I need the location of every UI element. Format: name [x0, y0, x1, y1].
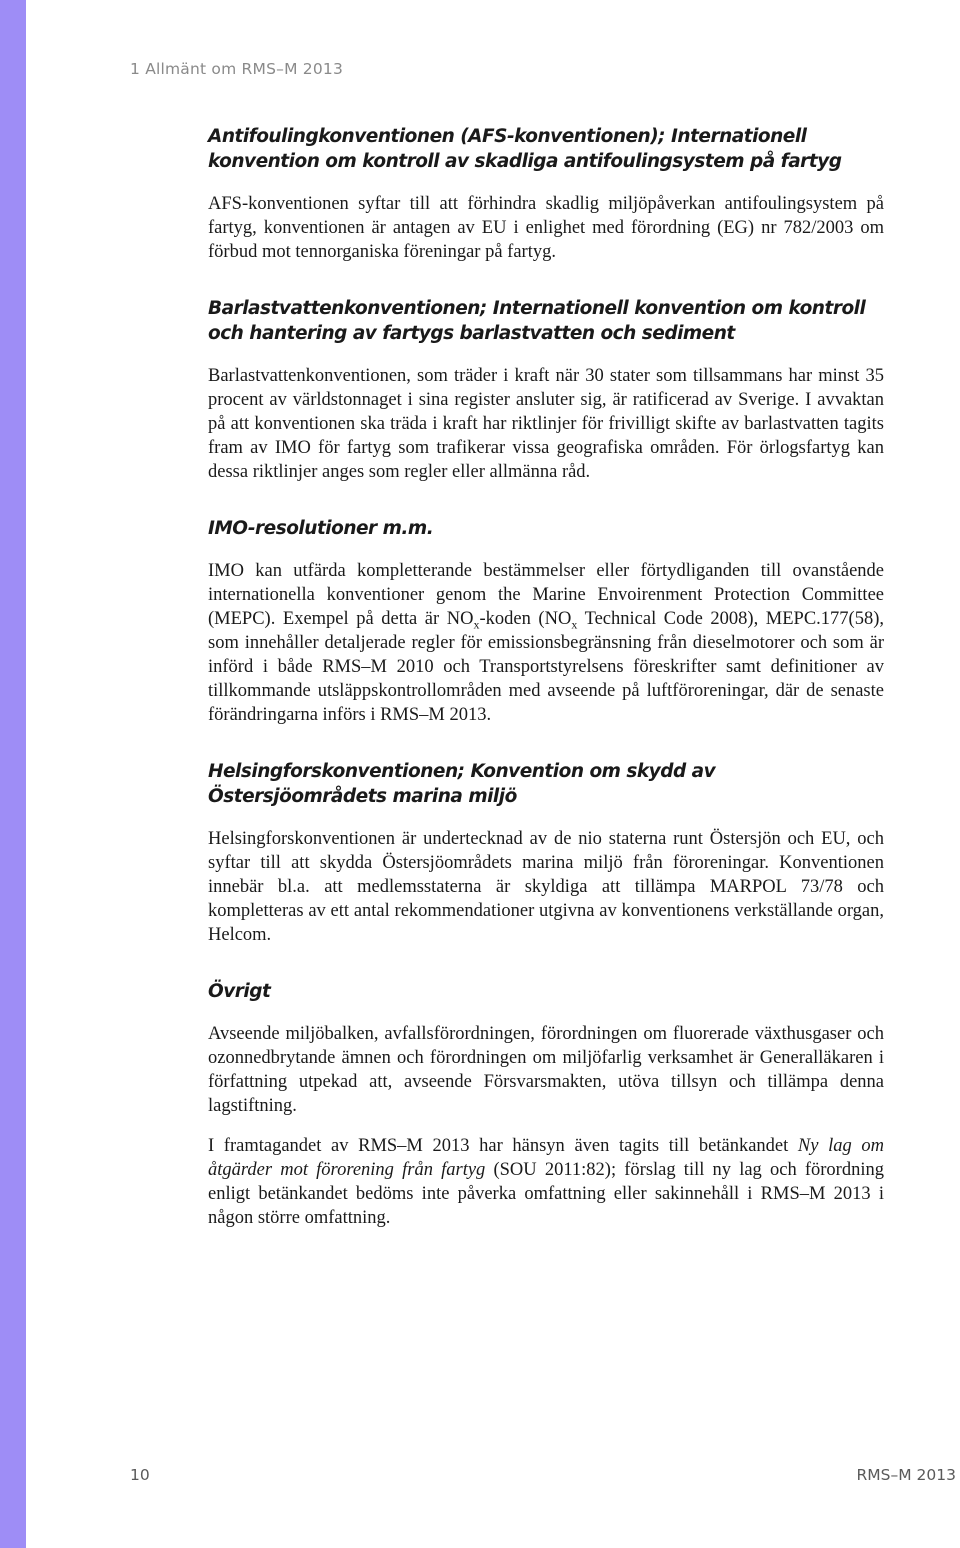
report-title: Ny lag om åtgärder mot förorening från fartyg [208, 1136, 884, 1180]
section-heading-ballast: Barlastvattenkonventionen; Internationell konvention om kontroll och hantering av fartygs barlastvatten och sediment [208, 298, 866, 344]
section-paragraph-afs: AFS-konventionen syftar till att förhindra skadlig miljöpåverkan antifoulingsystem på fartyg, konventionen är antagen av EU i enlighet med förordning (EG) nr 782/2003 om förbud mot tennorganiska föreningar på fartyg. [208, 194, 884, 262]
page-number: 10 [130, 1466, 150, 1484]
side-color-bar [0, 0, 26, 1548]
imo-text-part-2: -koden (NO [479, 609, 572, 629]
nox-subscript-2: x [571, 617, 578, 632]
running-header: 1 Allmänt om RMS–M 2013 [130, 60, 344, 78]
section-paragraph-other-2 [208, 1134, 884, 1230]
section-paragraph-ballast: Barlastvattenkonventionen, som träder i kraft när 30 stater som tillsammans har minst 35 procent av världstonnaget i sina register ansluter sig, är ratificerad av Sverige. I avvaktan på att konventionen ska träda i kraft har riktlinjer för frivilligt skifte av barlastvatten tagits fram av IMO för fartyg som trafikerar vissa geografiska områden. För örlogsfartyg kan dessa riktlinjer anges som regler eller allmänna råd. [208, 366, 884, 482]
section-heading-imo: IMO-resolutioner m.m. [208, 518, 434, 539]
other-text-part-2: (SOU 2011:82); förslag till ny lag och förordning enligt betänkandet bedöms inte påverka omfattning eller sakinnehåll i RMS–M 2013 i någon större omfattning. [208, 1160, 884, 1228]
section-paragraph-other: Avseende miljöbalken, avfallsförordningen, förordningen om fluorerade växthusgaser och ozonnedbrytande ämnen och förordningen om miljöfarlig verksamhet är Generalläkaren i författning utpekad att, avseende Försvarsmakten, utöva tillsyn och tillämpa denna lagstiftning. [208, 1024, 884, 1116]
footer-publication: RMS–M 2013 [856, 1466, 956, 1484]
section-heading-afs: Antifoulingkonventionen (AFS-konventionen); Internationell konvention om kontroll av skadliga antifoulingsystem på fartyg [208, 126, 842, 172]
section-heading-other: Övrigt [208, 981, 271, 1002]
nox-subscript-1: x [473, 617, 480, 632]
imo-text-part-3: Technical Code 2008), MEPC.177(58), som innehåller detaljerade regler för emissionsbegränsning från dieselmotorer och som är införd i både RMS–M 2010 och Transportstyrelsens föreskrifter samt definitioner av tillkommande utsläppskontrollområden med avseende på luftföroreningar, där de senaste förändringarna införs i RMS–M 2013. [208, 609, 884, 725]
page-content [208, 124, 884, 1230]
imo-text-part-1: IMO kan utfärda kompletterande bestämmelser eller förtydliganden till ovanstående internationella konventioner genom the Marine Envoirenment Protection Committee (MEPC). Exempel på detta är NO [208, 561, 884, 629]
section-heading-helsinki: Helsingforskonventionen; Konvention om skydd av Östersjöområdets marina miljö [208, 761, 716, 807]
section-paragraph-imo [208, 559, 884, 727]
section-paragraph-helsinki: Helsingforskonventionen är undertecknad av de nio staterna runt Östersjön och EU, och syftar till att skydda Östersjöområdets marina miljö från föroreningar. Konventionen innebär bl.a. att medlemsstaterna är skyldiga att tillämpa MARPOL 73/78 och kompletteras av ett antal rekommendationer utgivna av konventionens verkställande organ, Helcom. [208, 829, 884, 945]
other-text-part-1: I framtagandet av RMS–M 2013 har hänsyn även tagits till betänkandet [208, 1136, 798, 1156]
